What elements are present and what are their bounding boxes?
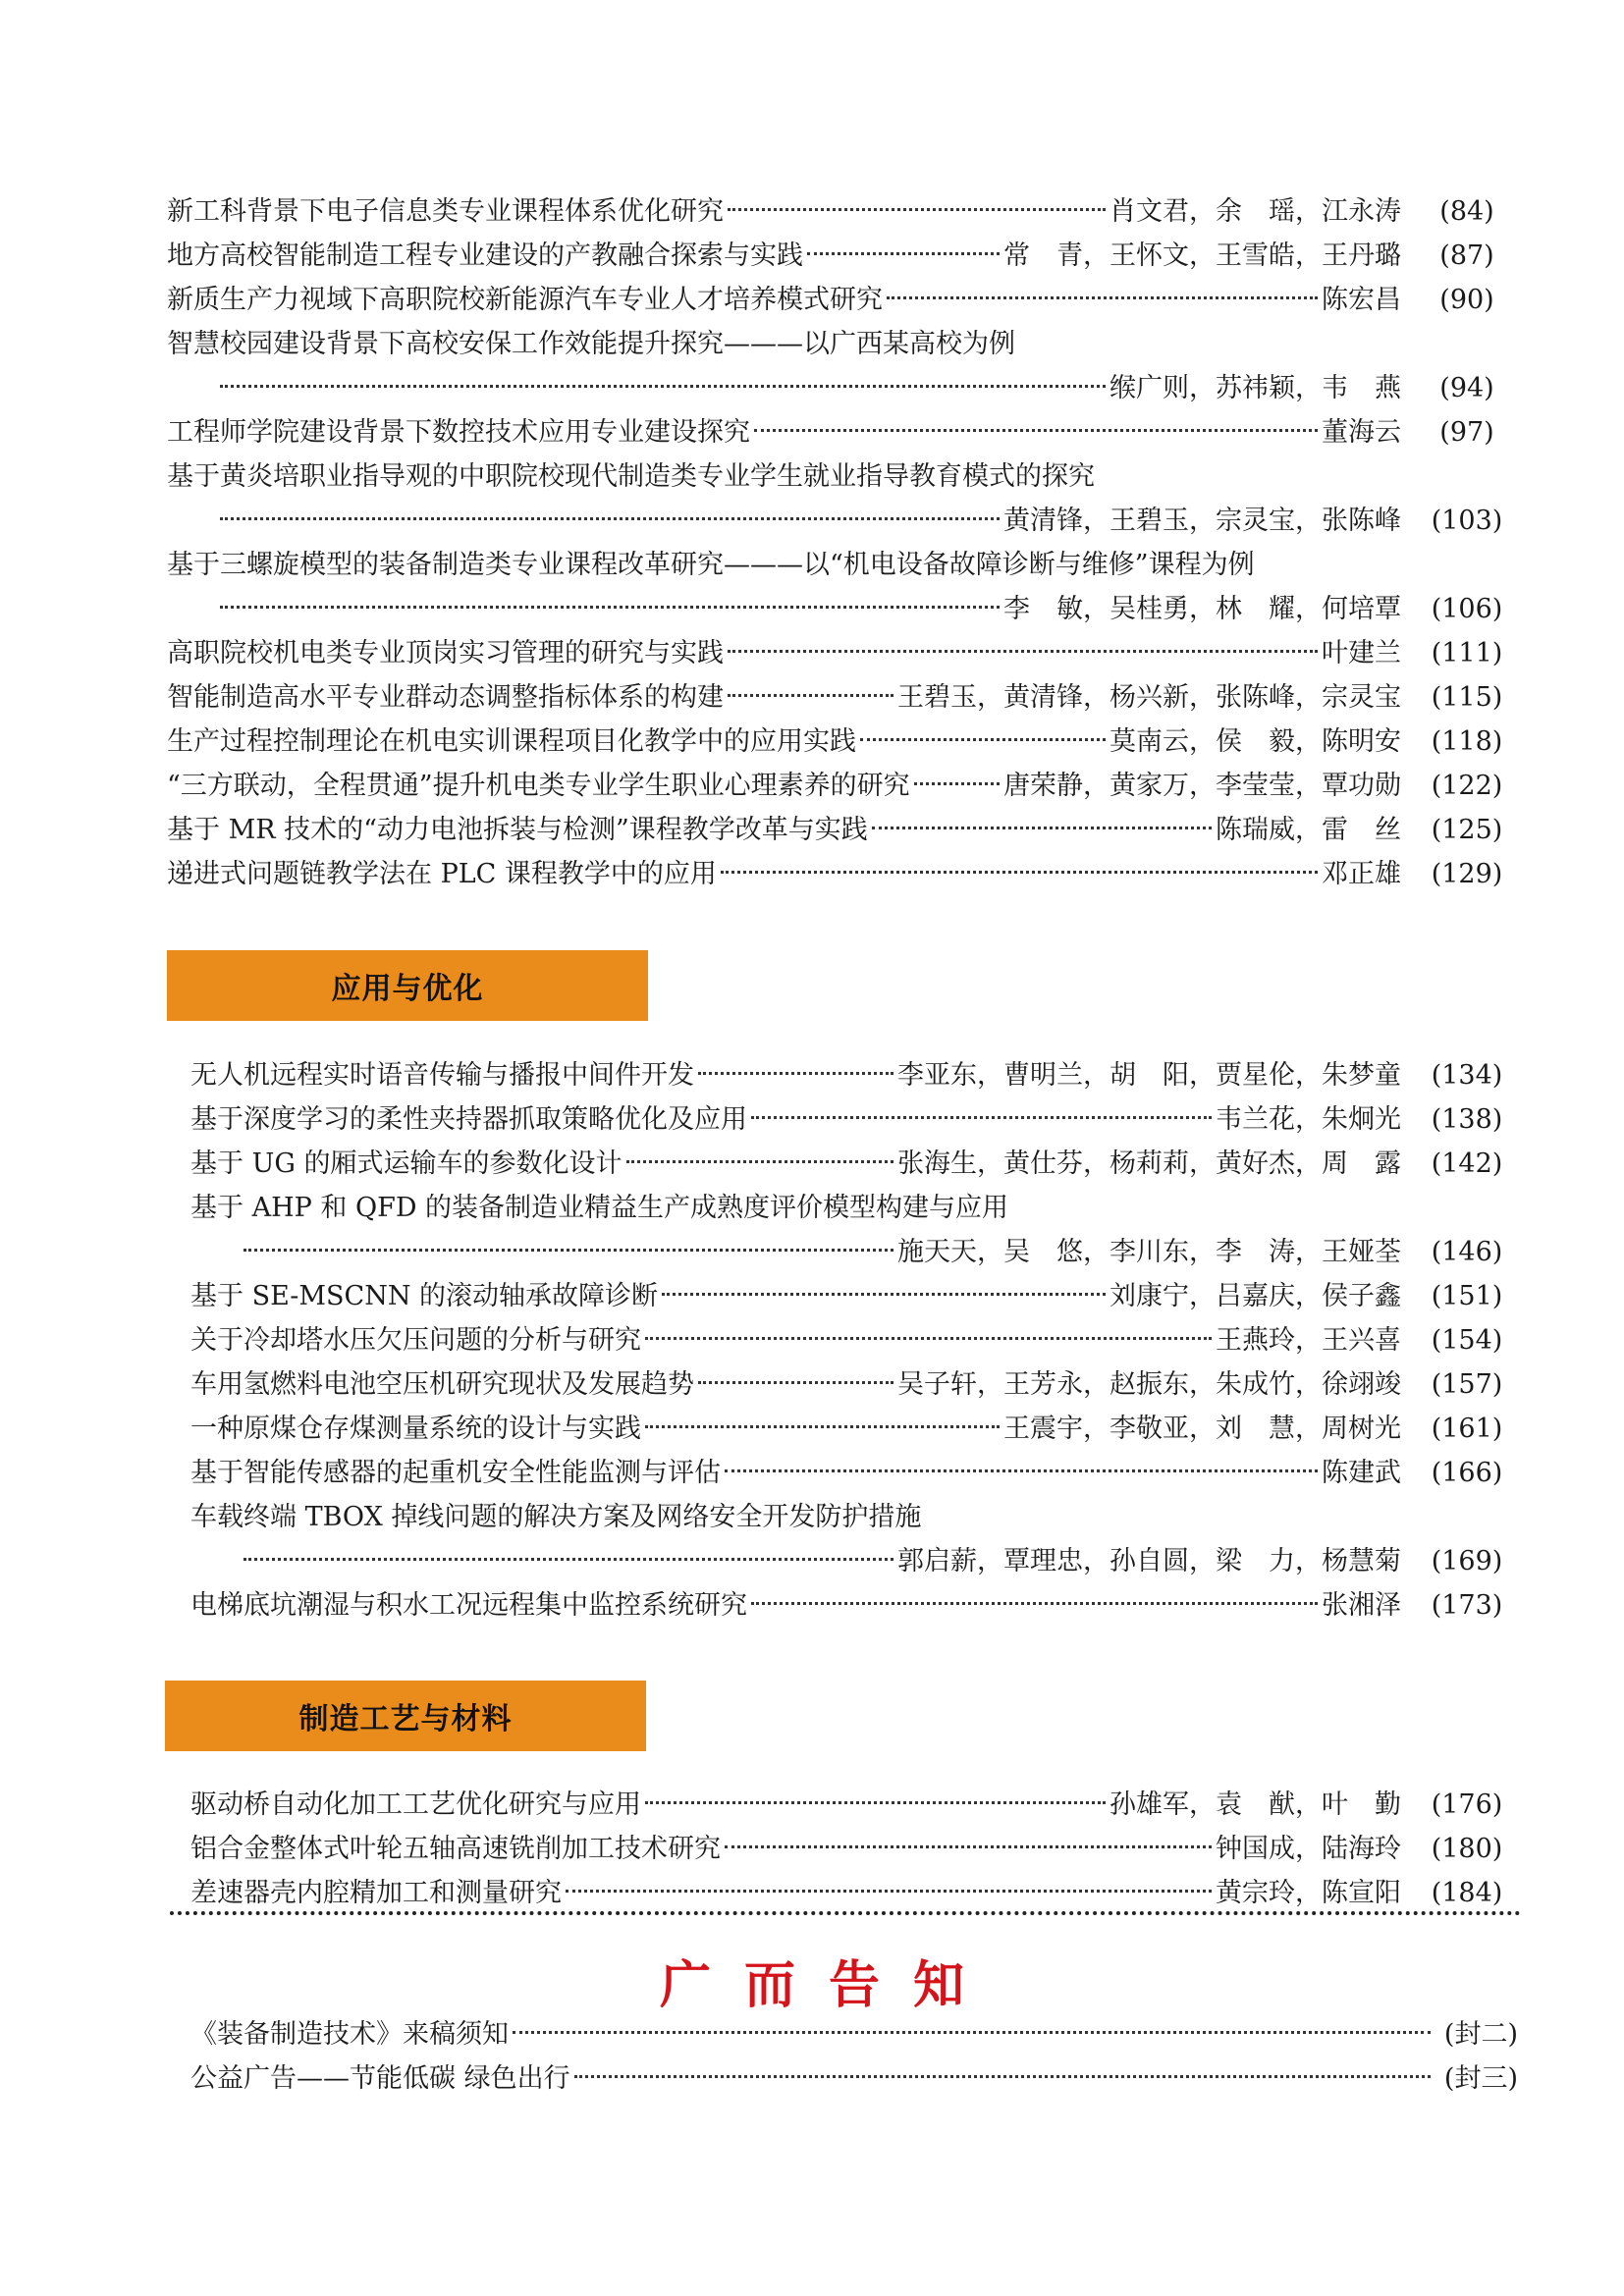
toc-entry[interactable] <box>167 234 1518 278</box>
entry-page: (87) <box>1439 240 1494 271</box>
entry-authors: 刘康宁，吕嘉庆，侯子鑫 <box>1110 1281 1401 1311</box>
entry-title: 递进式问题链教学法在 PLC 课程教学中的应用 <box>167 859 717 889</box>
leader-dots <box>725 1469 1318 1472</box>
entry-authors: 邓正雄 <box>1322 859 1401 889</box>
entry-authors: 肖文君，余 瑶，江永涛 <box>1110 196 1401 227</box>
entry-title: 公益广告——节能低碳 绿色出行 <box>190 2063 570 2094</box>
entry-title: 关于冷却塔水压欠压问题的分析与研究 <box>190 1325 641 1356</box>
toc-entry[interactable] <box>190 1583 1518 1628</box>
entry-title: 地方高校智能制造工程专业建设的产教融合探索与实践 <box>167 240 803 271</box>
toc-entry[interactable] <box>167 322 1518 366</box>
entry-title: 差速器壳内腔精加工和测量研究 <box>190 1878 562 1908</box>
leader-dots <box>566 1890 1212 1893</box>
toc-section-manufacturing <box>190 1783 1624 1915</box>
leader-dots <box>662 1293 1106 1296</box>
leader-dots <box>860 738 1106 741</box>
dotted-divider <box>170 1911 1521 1915</box>
entry-title: 无人机远程实时语音传输与播报中间件开发 <box>190 1060 694 1091</box>
entry-page: (166) <box>1431 1458 1503 1488</box>
leader-dots <box>645 1337 1212 1340</box>
leader-dots <box>721 871 1318 874</box>
entry-authors: 王碧玉，黄清锋，杨兴新，张陈峰，宗灵宝 <box>897 682 1401 713</box>
leader-dots <box>513 2031 1431 2034</box>
toc-entry[interactable] <box>167 675 1518 720</box>
entry-authors: 李 敏，吴桂勇，林 耀，何培覃 <box>1003 594 1401 624</box>
entry-page: (90) <box>1439 285 1494 315</box>
entry-page: (161) <box>1431 1414 1503 1444</box>
entry-page: (173) <box>1431 1590 1503 1621</box>
leader-dots <box>725 1845 1212 1848</box>
entry-page: (176) <box>1431 1789 1503 1820</box>
toc-entry[interactable] <box>167 808 1518 852</box>
leader-dots <box>887 296 1318 299</box>
entry-title: 一种原煤仓存煤测量系统的设计与实践 <box>190 1414 641 1444</box>
entry-title: “三方联动，全程贯通”提升机电类专业学生职业心理素养的研究 <box>167 771 910 801</box>
leader-dots <box>645 1801 1106 1804</box>
entry-title: 《装备制造技术》来稿须知 <box>190 2019 509 2050</box>
entry-title: 车用氢燃料电池空压机研究现状及发展趋势 <box>190 1369 694 1400</box>
entry-page: (94) <box>1439 373 1494 403</box>
leader-dots <box>244 1558 893 1561</box>
toc-entry[interactable] <box>190 1827 1518 1871</box>
leader-dots <box>807 252 1000 255</box>
entry-authors: 张湘泽 <box>1322 1590 1401 1621</box>
entry-page: (封三) <box>1443 2063 1518 2094</box>
entry-authors: 常 青，王怀文，王雪皓，王丹璐 <box>1003 240 1401 271</box>
section-heading: 制造工艺与材料 <box>165 1681 646 1751</box>
notice-heading: 广而告知 <box>659 1955 998 2015</box>
entry-title: 基于 AHP 和 QFD 的装备制造业精益生产成熟度评价模型构建与应用 <box>190 1193 1009 1223</box>
leader-dots <box>728 208 1106 211</box>
entry-authors: 郭启薪，覃理忠，孙自圆，梁 力，杨慧菊 <box>897 1546 1401 1576</box>
entry-title: 基于黄炎培职业指导观的中职院校现代制造类专业学生就业指导教育模式的探究 <box>167 461 1095 492</box>
entry-page: (184) <box>1431 1878 1503 1908</box>
toc-entry[interactable] <box>190 1142 1518 1186</box>
toc-entry-continuation[interactable] <box>190 1230 1518 1274</box>
entry-title: 新工科背景下电子信息类专业课程体系优化研究 <box>167 196 724 227</box>
toc-entry[interactable] <box>167 631 1518 675</box>
section-heading: 应用与优化 <box>167 950 648 1021</box>
entry-page: (103) <box>1431 506 1503 536</box>
leader-dots <box>626 1160 894 1163</box>
entry-page: (106) <box>1431 594 1503 624</box>
entry-page: (146) <box>1431 1237 1503 1267</box>
entry-authors: 韦兰花，朱炯光 <box>1216 1104 1401 1135</box>
leader-dots <box>645 1425 1000 1428</box>
leader-dots <box>872 827 1212 829</box>
entry-authors: 吴子轩，王芳永，赵振东，朱成竹，徐翊竣 <box>897 1369 1401 1400</box>
leader-dots <box>244 1249 893 1252</box>
leader-dots <box>220 606 1000 609</box>
entry-page: (154) <box>1431 1325 1503 1356</box>
toc-entry-continuation[interactable] <box>190 1539 1518 1583</box>
entry-page: (122) <box>1431 771 1503 801</box>
entry-authors: 叶建兰 <box>1322 638 1401 668</box>
entry-authors: 孙雄军，袁 猷，叶 勤 <box>1110 1789 1401 1820</box>
entry-authors: 唐荣静，黄家万，李莹莹，覃功勋 <box>1003 771 1401 801</box>
entry-page: (84) <box>1439 196 1494 227</box>
toc-entry-continuation[interactable] <box>167 499 1518 543</box>
entry-page: (118) <box>1431 726 1503 757</box>
leader-dots <box>754 429 1318 432</box>
entry-title: 基于 SE-MSCNN 的滚动轴承故障诊断 <box>190 1281 659 1311</box>
leader-dots <box>751 1602 1318 1605</box>
leader-dots <box>698 1381 893 1384</box>
leader-dots <box>220 385 1106 388</box>
entry-authors: 董海云 <box>1322 417 1401 448</box>
entry-title: 工程师学院建设背景下数控技术应用专业建设探究 <box>167 417 750 448</box>
toc-entry-continuation[interactable] <box>167 366 1518 410</box>
toc-entry[interactable] <box>167 189 1518 234</box>
toc-entry[interactable] <box>190 1451 1518 1495</box>
entry-page: (138) <box>1431 1104 1503 1135</box>
toc-entry[interactable] <box>167 720 1518 764</box>
toc-entry-continuation[interactable] <box>167 587 1518 631</box>
notice-list <box>190 2012 1518 2101</box>
toc-entry[interactable] <box>190 1186 1518 1230</box>
toc-entry[interactable] <box>167 410 1518 454</box>
entry-page: (134) <box>1431 1060 1503 1091</box>
entry-authors: 王震宇，李敬亚，刘 慧，周树光 <box>1003 1414 1401 1444</box>
toc-entry[interactable] <box>190 1362 1518 1407</box>
entry-title: 生产过程控制理论在机电实训课程项目化教学中的应用实践 <box>167 726 856 757</box>
entry-page: (111) <box>1431 638 1503 668</box>
toc-entry[interactable] <box>167 278 1518 322</box>
entry-page: (115) <box>1431 682 1503 713</box>
entry-title: 高职院校机电类专业顶岗实习管理的研究与实践 <box>167 638 724 668</box>
entry-title: 基于深度学习的柔性夹持器抓取策略优化及应用 <box>190 1104 747 1135</box>
notice-entry[interactable] <box>190 2012 1518 2056</box>
leader-dots <box>698 1072 893 1075</box>
entry-authors: 黄宗玲，陈宣阳 <box>1216 1878 1401 1908</box>
toc-entry[interactable] <box>190 1871 1518 1915</box>
toc-entry[interactable] <box>190 1318 1518 1362</box>
entry-title: 电梯底坑潮湿与积水工况远程集中监控系统研究 <box>190 1590 747 1621</box>
entry-page: (125) <box>1431 815 1503 845</box>
toc-entry[interactable] <box>190 1097 1518 1142</box>
entry-authors: 王燕玲，王兴喜 <box>1216 1325 1401 1356</box>
entry-title: 基于 UG 的厢式运输车的参数化设计 <box>190 1148 623 1179</box>
entry-title: 车载终端 TBOX 掉线问题的解决方案及网络安全开发防护措施 <box>190 1502 922 1532</box>
toc-entry[interactable] <box>167 764 1518 808</box>
entry-authors: 缑广则，苏祎颖，韦 燕 <box>1110 373 1401 403</box>
leader-dots <box>220 517 1000 520</box>
entry-title: 基于三螺旋模型的装备制造类专业课程改革研究———以“机电设备故障诊断与维修”课程为例 <box>167 550 1255 580</box>
entry-page: (142) <box>1431 1148 1503 1179</box>
entry-page: (97) <box>1439 417 1494 448</box>
entry-page: (169) <box>1431 1546 1503 1576</box>
leader-dots <box>728 694 893 697</box>
toc-section-education <box>167 189 1624 896</box>
toc-section-application <box>190 1053 1624 1628</box>
entry-title: 基于 MR 技术的“动力电池拆装与检测”课程教学改革与实践 <box>167 815 868 845</box>
entry-authors: 莫南云，侯 毅，陈明安 <box>1110 726 1401 757</box>
toc-entry[interactable] <box>190 1783 1518 1827</box>
entry-authors: 陈宏昌 <box>1322 285 1401 315</box>
notice-entry[interactable] <box>190 2056 1518 2101</box>
toc-entry[interactable] <box>167 454 1518 499</box>
toc-entry[interactable] <box>190 1053 1518 1097</box>
entry-page: (129) <box>1431 859 1503 889</box>
entry-title: 智慧校园建设背景下高校安保工作效能提升探究———以广西某高校为例 <box>167 329 1015 359</box>
entry-page: (180) <box>1431 1834 1503 1864</box>
entry-authors: 李亚东，曹明兰，胡 阳，贾星伦，朱梦童 <box>897 1060 1401 1091</box>
leader-dots <box>914 782 1000 785</box>
toc-entry[interactable] <box>167 852 1518 896</box>
entry-authors: 张海生，黄仕芬，杨莉莉，黄好杰，周 露 <box>897 1148 1401 1179</box>
toc-entry[interactable] <box>167 543 1518 587</box>
entry-authors: 陈建武 <box>1322 1458 1401 1488</box>
entry-page: (157) <box>1431 1369 1503 1400</box>
entry-authors: 黄清锋，王碧玉，宗灵宝，张陈峰 <box>1003 506 1401 536</box>
entry-authors: 陈瑞威，雷 丝 <box>1216 815 1401 845</box>
entry-title: 基于智能传感器的起重机安全性能监测与评估 <box>190 1458 721 1488</box>
entry-authors: 施天天，吴 悠，李川东，李 涛，王娅荃 <box>897 1237 1401 1267</box>
toc-entry[interactable] <box>190 1495 1518 1539</box>
leader-dots <box>751 1116 1212 1119</box>
entry-title: 新质生产力视域下高职院校新能源汽车专业人才培养模式研究 <box>167 285 883 315</box>
entry-title: 铝合金整体式叶轮五轴高速铣削加工技术研究 <box>190 1834 721 1864</box>
leader-dots <box>574 2075 1431 2078</box>
entry-page: (封二) <box>1443 2019 1518 2050</box>
toc-entry[interactable] <box>190 1407 1518 1451</box>
leader-dots <box>728 650 1318 653</box>
entry-page: (151) <box>1431 1281 1503 1311</box>
entry-authors: 钟国成，陆海玲 <box>1216 1834 1401 1864</box>
toc-entry[interactable] <box>190 1274 1518 1318</box>
entry-title: 驱动桥自动化加工工艺优化研究与应用 <box>190 1789 641 1820</box>
entry-title: 智能制造高水平专业群动态调整指标体系的构建 <box>167 682 724 713</box>
